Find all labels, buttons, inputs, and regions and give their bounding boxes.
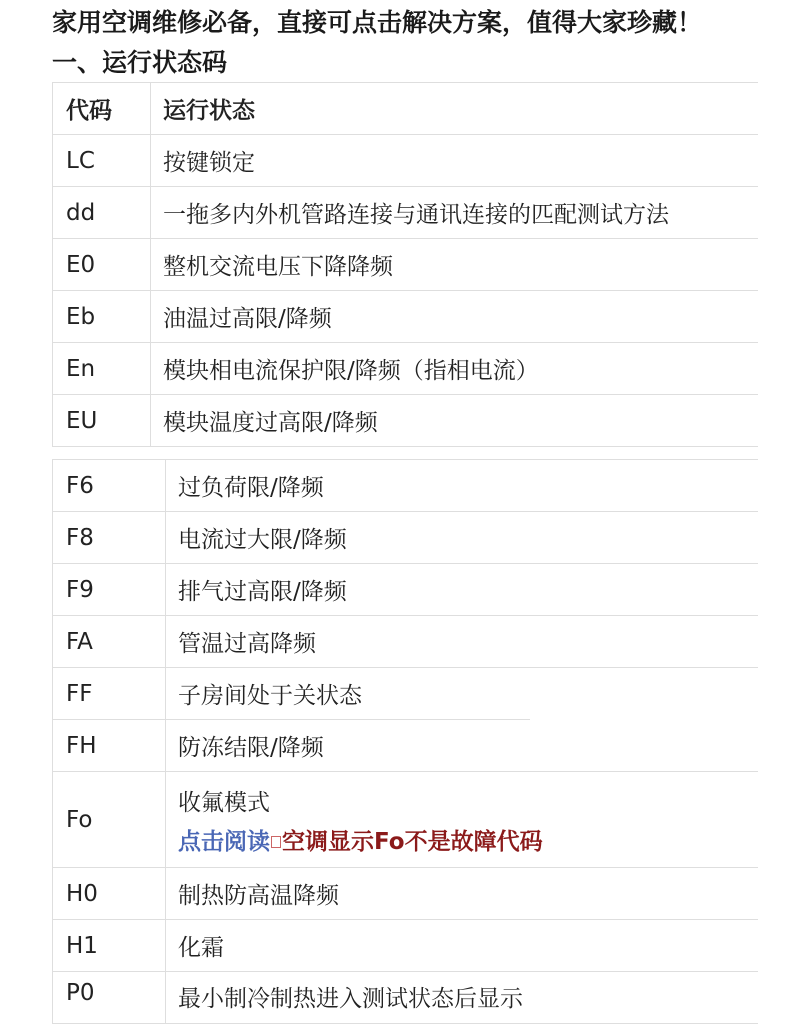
code-cell: E0 [53, 239, 151, 291]
status-cell: 制热防高温降频 [166, 868, 759, 920]
section-heading: 一、运行状态码 [52, 48, 228, 77]
status-cell: 防冻结限/降频 [166, 720, 759, 772]
stitch-gap [530, 714, 800, 724]
status-cell: 按键锁定 [151, 135, 759, 187]
header-code: 代码 [53, 83, 151, 135]
page-title: 家用空调维修必备，直接可点击解决方案，值得大家珍藏！ [52, 8, 703, 37]
status-code-table-continued [52, 459, 758, 1024]
table-row [53, 239, 759, 291]
table-row [53, 972, 759, 1024]
status-cell: 模块相电流保护限/降频（指相电流） [151, 343, 759, 395]
status-cell: 整机交流电压下降降频 [151, 239, 759, 291]
table-row [53, 868, 759, 920]
table-row [53, 343, 759, 395]
code-cell: FA [53, 616, 166, 668]
code-cell: FF [53, 668, 166, 720]
code-cell: En [53, 343, 151, 395]
status-cell: 化霜 [166, 920, 759, 972]
status-cell: 最小制冷制热进入测试状态后显示 [166, 972, 759, 1024]
article-link-text: 空调显示Fo不是故障代码 [282, 828, 543, 855]
read-more-link[interactable] [178, 823, 758, 856]
code-cell: H0 [53, 868, 166, 920]
table-row [53, 920, 759, 972]
code-cell: F9 [53, 564, 166, 616]
table-row [53, 460, 759, 512]
status-cell [166, 772, 759, 868]
table-row [53, 512, 759, 564]
fo-status-text: 收氟模式 [178, 789, 270, 816]
table-row [53, 720, 759, 772]
table-row [53, 395, 759, 447]
status-cell: 油温过高限/降频 [151, 291, 759, 343]
read-more-label: 点击阅读 [178, 828, 270, 855]
status-cell: 模块温度过高限/降频 [151, 395, 759, 447]
status-cell: 一拖多内外机管路连接与通讯连接的匹配测试方法 [151, 187, 759, 239]
code-cell: P0 [53, 972, 166, 1024]
code-cell: LC [53, 135, 151, 187]
code-cell: EU [53, 395, 151, 447]
code-cell: Eb [53, 291, 151, 343]
code-cell: FH [53, 720, 166, 772]
table-row [53, 135, 759, 187]
table-row [53, 564, 759, 616]
status-cell: 电流过大限/降频 [166, 512, 759, 564]
table-header-row [53, 83, 759, 135]
table-row-fo [53, 772, 759, 868]
status-code-table [52, 82, 758, 447]
table-row [53, 668, 759, 720]
code-cell: Fo [53, 772, 166, 868]
code-cell: F6 [53, 460, 166, 512]
table-row [53, 187, 759, 239]
code-cell: dd [53, 187, 151, 239]
status-cell: 过负荷限/降频 [166, 460, 759, 512]
code-cell: F8 [53, 512, 166, 564]
code-cell: H1 [53, 920, 166, 972]
table-row [53, 291, 759, 343]
status-cell: 子房间处于关状态 [166, 668, 759, 720]
header-status: 运行状态 [151, 83, 759, 135]
table-row [53, 616, 759, 668]
link-icon [271, 836, 281, 848]
status-cell: 排气过高限/降频 [166, 564, 759, 616]
status-cell: 管温过高降频 [166, 616, 759, 668]
